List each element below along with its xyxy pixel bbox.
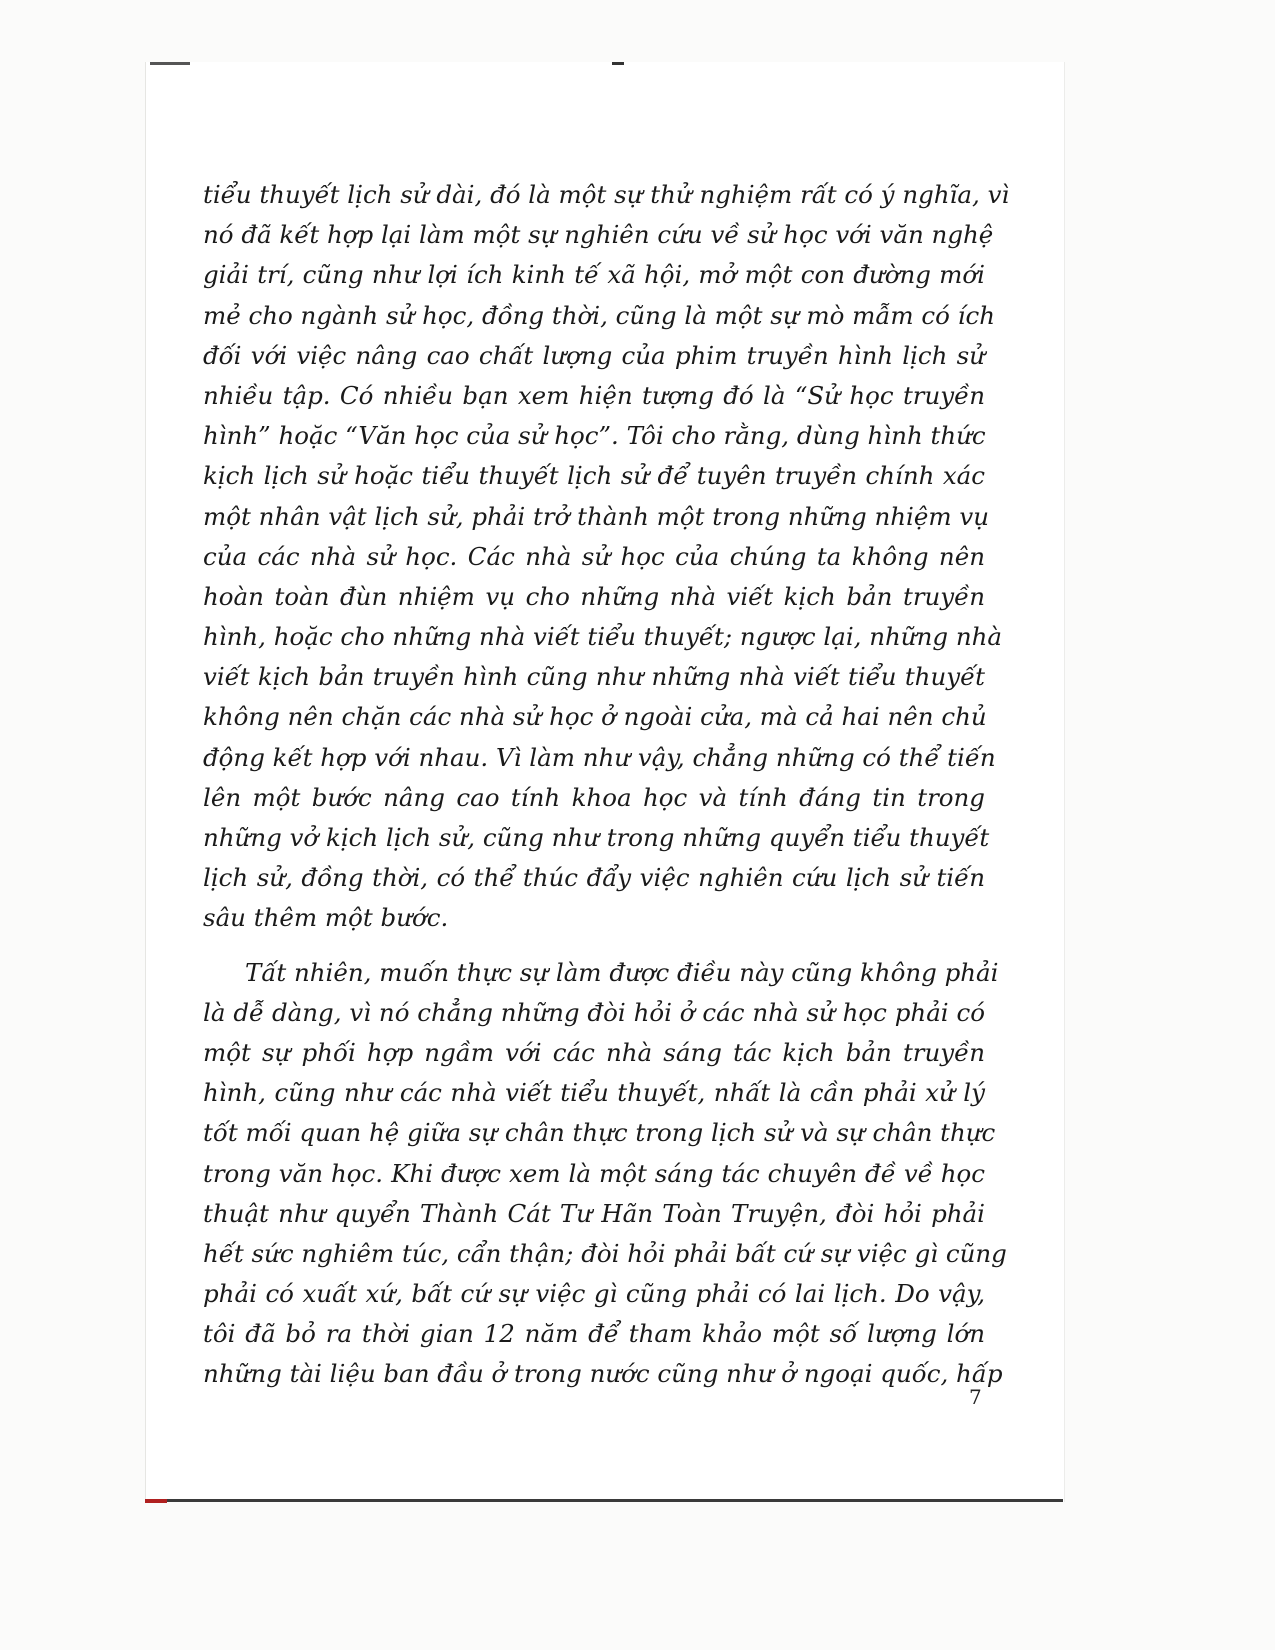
text-line: những tài liệu ban đầu ở trong nước cũng như ở ngoại quốc, hấp (203, 1359, 1003, 1389)
text-line: tôi đã bỏ ra thời gian 12 năm để tham khảo một số lượng lớn (203, 1319, 985, 1349)
paragraph (203, 953, 1007, 1395)
text-line: tiểu thuyết lịch sử dài, đó là một sự thử nghiệm rất có ý nghĩa, vì (203, 180, 1010, 209)
text-line: phải có xuất xứ, bất cứ sự việc gì cũng phải có lai lịch. Do vậy, (203, 1279, 985, 1309)
text-line: hoàn toàn đùn nhiệm vụ cho những nhà viết kịch bản truyền (203, 581, 985, 611)
text-line: hình, hoặc cho những nhà viết tiểu thuyết; ngược lại, những nhà (203, 622, 1002, 652)
text-line: nó đã kết hợp lại làm một sự nghiên cứu về sử học với văn nghệ (203, 220, 994, 250)
text-line: tốt mối quan hệ giữa sự chân thực trong lịch sử và sự chân thực (203, 1118, 996, 1148)
text-line: một nhân vật lịch sử, phải trở thành một trong những nhiệm vụ (203, 501, 989, 531)
text-line: đối với việc nâng cao chất lượng của phim truyền hình lịch sử (203, 340, 985, 370)
text-line: hình, cũng như các nhà viết tiểu thuyết, nhất là cần phải xử lý (203, 1078, 985, 1108)
text-line: những vở kịch lịch sử, cũng như trong những quyển tiểu thuyết (203, 823, 990, 852)
text-line: là dễ dàng, vì nó chẳng những đòi hỏi ở các nhà sử học phải có (203, 997, 985, 1027)
text-line: không nên chặn các nhà sử học ở ngoài cửa, mà cả hai nên chủ (203, 702, 987, 732)
text-line: viết kịch bản truyền hình cũng như những nhà viết tiểu thuyết (203, 662, 985, 692)
text-line: lịch sử, đồng thời, có thể thúc đẩy việc nghiên cứu lịch sử tiến (203, 863, 985, 893)
text-line: sâu thêm một bước. (203, 903, 449, 933)
text-line: của các nhà sử học. Các nhà sử học của chúng ta không nên (203, 541, 985, 571)
page-bottom-edge (145, 1499, 1063, 1502)
text-line: thuật như quyển Thành Cát Tư Hãn Toàn Truyện, đòi hỏi phải (203, 1198, 985, 1228)
text-line: lên một bước nâng cao tính khoa học và tính đáng tin trong (203, 782, 985, 812)
text-line: Tất nhiên, muốn thực sự làm được điều này cũng không phải (245, 957, 999, 987)
body-text (203, 175, 1010, 1395)
text-line: động kết hợp với nhau. Vì làm như vậy, chẳng những có thể tiến (203, 742, 996, 772)
scan-mark (150, 62, 190, 65)
text-line: nhiều tập. Có nhiều bạn xem hiện tượng đó là “Sử học truyền (203, 380, 985, 410)
paragraph (203, 175, 1010, 939)
text-line: hình” hoặc “Văn học của sử học”. Tôi cho rằng, dùng hình thức (203, 421, 986, 451)
text-line: mẻ cho ngành sử học, đồng thời, cũng là một sự mò mẫm có ích (203, 300, 996, 330)
scan-mark (612, 62, 624, 65)
text-line: trong văn học. Khi được xem là một sáng tác chuyên đề về học (203, 1158, 985, 1188)
text-line: hết sức nghiêm túc, cẩn thận; đòi hỏi phải bất cứ sự việc gì cũng (203, 1238, 1007, 1268)
text-line: kịch lịch sử hoặc tiểu thuyết lịch sử để tuyên truyền chính xác (203, 461, 985, 491)
text-line: giải trí, cũng như lợi ích kinh tế xã hội, mở một con đường mới (203, 260, 985, 290)
page-number: 7 (969, 1385, 982, 1409)
text-line: một sự phối hợp ngầm với các nhà sáng tác kịch bản truyền (203, 1037, 985, 1067)
